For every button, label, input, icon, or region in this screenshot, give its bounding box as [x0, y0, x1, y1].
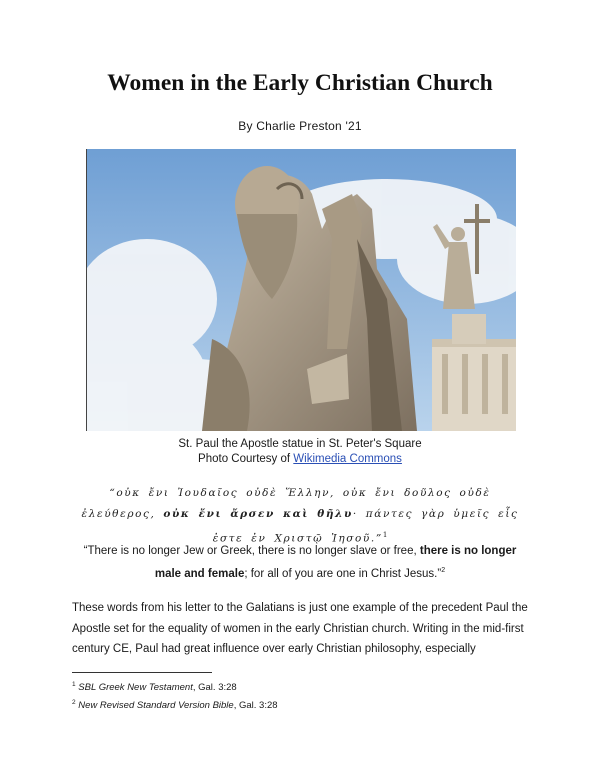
footnote-ref-1[interactable]: 1 [382, 531, 388, 539]
greek-part-1: οὐκ ἔνι Ἰουδαῖος οὐδὲ Ἕλλην, οὐκ ἔνι δοῦλος οὐδὲ ἐλεύθερος, [81, 487, 491, 520]
footnotes [72, 678, 278, 713]
caption-line-1: St. Paul the Apostle statue in St. Peter's Square [178, 438, 422, 450]
greek-part-2: · πάντες γὰρ ὑμεῖς εἷς ἐστε ἐν Χριστῷ Ἰησοῦ. [212, 508, 519, 545]
footnote-2 [72, 696, 278, 714]
english-part-1: “There is no longer Jew or Greek, there is no longer slave or free, [83, 545, 420, 557]
greek-bold-phrase: οὐκ ἔνι ἄρσεν καὶ θῆλυ [163, 508, 353, 520]
english-quote [72, 541, 528, 584]
footnote-source: SBL Greek New Testament [78, 682, 193, 694]
byline: By Charlie Preston '21 [238, 119, 362, 133]
footnote-source: New Revised Standard Version Bible [78, 699, 234, 711]
page-title: Women in the Early Christian Church [107, 70, 493, 96]
greek-quote: “οὐκ ἔνι Ἰουδαῖος οὐδὲ Ἕλλην, οὐκ ἔνι δοῦλος οὐδὲ ἐλεύθερος, οὐκ ἔνι ἄρσεν καὶ θῆλυ· πάντες γὰρ ὑμεῖς εἷς ἐστε ἐν Χριστῷ Ἰησοῦ.”$^1$ [81, 487, 519, 545]
footnote-ref: , Gal. 3:28 [233, 699, 278, 711]
footnote-1 [72, 678, 278, 696]
body-paragraph: These words from his letter to the Galatians is just one example of the precedent Paul the Apostle set for the equality of women in the early Christian church. Writing in the mid-first century CE, Paul had great influence over early Christian philosophy, especially [72, 602, 528, 655]
footnote-num: 1 [72, 681, 76, 688]
english-part-2: ; for all of you are one in Christ Jesus.” [244, 567, 442, 580]
statue-photo [86, 149, 516, 431]
footnote-divider [72, 672, 212, 673]
photo-caption [0, 437, 600, 467]
caption-line-2 [0, 452, 600, 467]
wikimedia-commons-link[interactable]: Wikimedia Commons [293, 453, 402, 465]
footnote-num: 2 [72, 698, 76, 706]
english-bold-phrase: there is no longer male and female [154, 545, 517, 580]
footnote-ref-2[interactable]: 2 [441, 567, 446, 574]
footnote-ref: , Gal. 3:28 [192, 682, 237, 694]
caption-credit-prefix: Photo Courtesy of [198, 453, 294, 465]
